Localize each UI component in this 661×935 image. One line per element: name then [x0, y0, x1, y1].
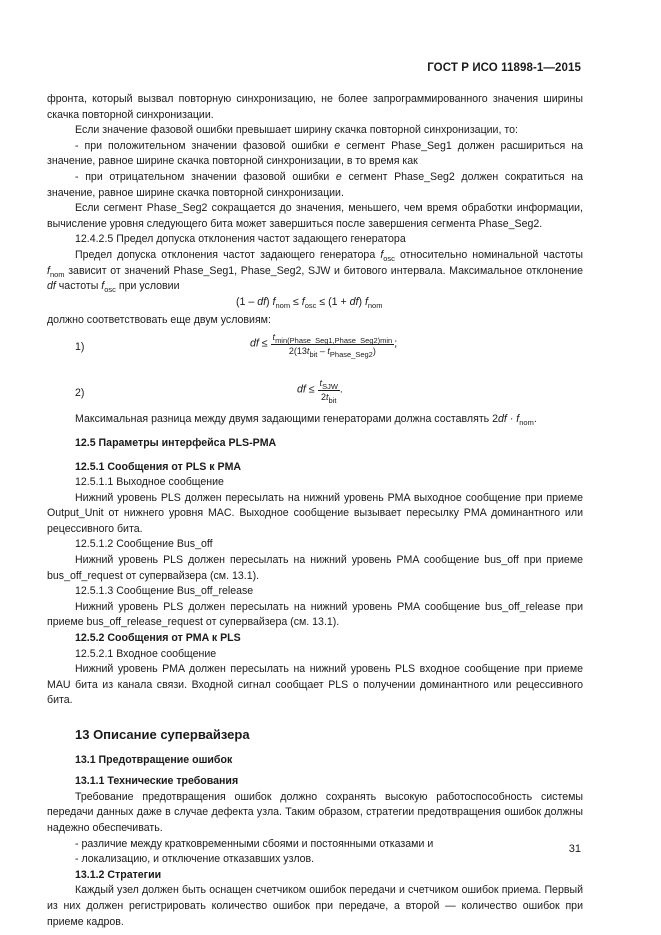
condition-2-formula: df ≤ $\frac{t_{SJW}}{2t_{bit}}$ .	[297, 378, 343, 406]
paragraph: Если значение фазовой ошибки превышает ширину скачка повторной синхронизации, то:	[75, 124, 518, 137]
paragraph: фронта, который вызвал повторную синхронизацию, не более запрограммированного значения ширины скачка повторной синхронизации.	[47, 93, 583, 121]
section-heading: 12.5 Параметры интерфейса PLS-PMA	[75, 436, 277, 449]
condition-2	[47, 374, 583, 412]
paragraph: Если сегмент Phase_Seg2 сокращается до значения, меньшего, чем время обработки информации, вычисление уровня следующего бита может завершиться после завершения сегмента Phase_Seg2.	[47, 202, 583, 230]
section-heading: 13.1.2 Стратегии	[75, 868, 162, 881]
clause-heading: 12.5.1.1 Выходное сообщение	[75, 476, 224, 489]
paragraph: Максимальная разница между двумя задающими генераторами должна составлять $2df \cdot f_{nom}$.	[75, 413, 537, 428]
paragraph: Нижний уровень PLS должен пересылать на нижний уровень PMA выходное сообщение при приеме Output_Unit от нижнего уровня MAC. Выходное сообщение вызывает пересылку PMA доминантного или рецессивного бита.	[47, 491, 583, 535]
chapter-heading: 13 Описание супервайзера	[75, 727, 250, 742]
clause-heading: 12.4.2.5 Предел допуска отклонения частот задающего генератора	[75, 233, 406, 246]
paragraph: Нижний уровень PMA должен пересылать на нижний уровень PLS входное сообщение при приеме MAU бита из канала связи. Входной сигнал сообщает PLS о получении доминантного или рецессивного бита.	[47, 663, 583, 707]
paragraph: Нижний уровень PLS должен пересылать на нижний уровень PMA сообщение bus_off при приеме bus_off_request от супервайзера (см. 13.1).	[47, 554, 583, 582]
list-item: - при отрицательном значении фазовой ошибки e сегмент Phase_Seg2 должен сократиться на значение, равное ширине скачка повторной синхронизации.	[47, 170, 583, 199]
condition-label: 1)	[75, 341, 85, 354]
paragraph: Каждый узел должен быть оснащен счетчиком ошибок передачи и счетчиком ошибок приема. Первый из них должен регистрировать количество ошибок при передаче, а второй — количество ошибок при приеме кадров.	[47, 884, 583, 928]
paragraph: должно соответствовать еще двум условиям:	[47, 313, 271, 326]
condition-1-formula: df ≤ $\frac{t_{min(Phase\_Seg1,Phase\_Seg2)min}}{2(13t_{bit} - t_{Phase\_Seg2})}$ ;	[250, 332, 398, 360]
section-heading: 13.1 Предотвращение ошибок	[75, 753, 233, 766]
list-item: - различие между кратковременными сбоями и постоянными отказами и	[75, 837, 434, 850]
clause-heading: 12.5.2.1 Входное сообщение	[75, 647, 217, 660]
paragraph: Требование предотвращения ошибок должно сохранять высокую работоспособность системы передачи данных даже в случае дефекта узла. Таким образом, стратегии предотвращения ошибок должны надежно обеспечивать.	[47, 790, 583, 834]
condition-1	[47, 328, 583, 374]
page-number: 31	[568, 843, 581, 855]
section-heading: 12.5.2 Сообщения от PMA к PLS	[75, 632, 241, 645]
clause-heading: 12.5.1.3 Сообщение Bus_off_release	[75, 585, 254, 598]
standard-code-header: ГОСТ Р ИСО 11898-1—2015	[427, 62, 581, 74]
paragraph: Предел допуска отклонения частот задающего генератора $f_{osc}$ относительно номинальной частоты $f_{nom}$ зависит от значений Phase_Seg1, Phase_Seg2, SJW и битового интервала. Максимальное отклонение df частоты $f_{osc}$ при условии	[47, 248, 583, 295]
paragraph: Нижний уровень PLS должен пересылать на нижний уровень PMA сообщение bus_off_release при приеме bus_off_release_request от супервайзера (см. 13.1).	[47, 600, 583, 629]
page-body	[47, 92, 583, 930]
list-item: - при положительном значении фазовой ошибки e сегмент Phase_Seg1 должен расшириться на значение, равное ширине скачка повторной синхронизации, в то время как	[47, 139, 583, 168]
main-formula: (1 – df) $f_{nom} \le f_{osc} \le (1 + df)$ $f_{nom}$	[236, 295, 383, 310]
list-item: - локализацию, и отключение отказавших узлов.	[75, 853, 315, 866]
section-heading: 12.5.1 Сообщения от PLS к PMA	[75, 460, 242, 473]
clause-heading: 12.5.1.2 Сообщение Bus_off	[75, 538, 213, 551]
condition-label: 2)	[75, 387, 85, 400]
section-heading: 13.1.1 Технические требования	[75, 775, 239, 788]
